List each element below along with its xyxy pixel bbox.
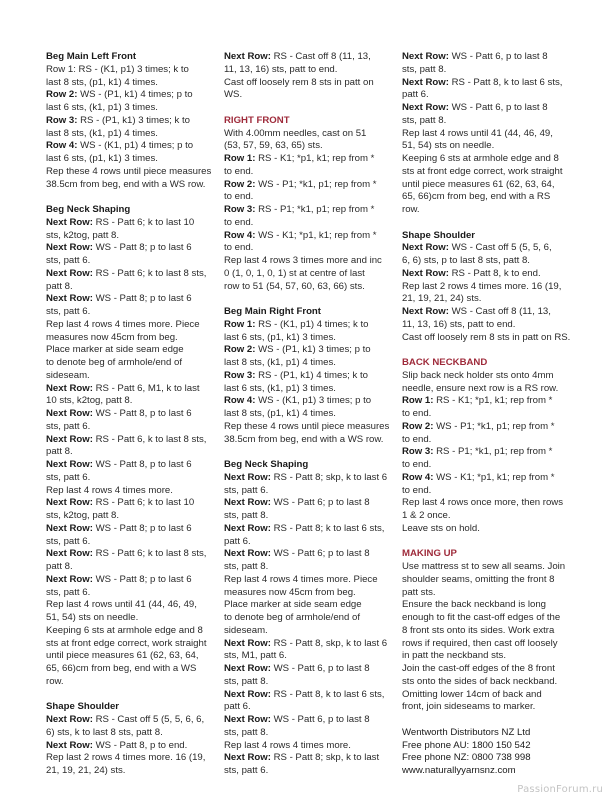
pattern-line: sts, patt 8.: [402, 63, 447, 75]
pattern-line: [46, 140, 216, 153]
column-3: [402, 51, 570, 778]
pattern-line: 51, 54) sts on needle.: [402, 140, 495, 152]
row-instruction: WS - (K1, p1) 4 times; p to: [77, 140, 194, 152]
section-heading: Beg Neck Shaping: [224, 459, 309, 470]
column-1: [46, 51, 216, 778]
row-instruction: RS - Patt 6; k to last 8 sts,: [92, 548, 207, 560]
pattern-line: [402, 306, 570, 319]
row-label: Next Row:: [46, 548, 93, 560]
pattern-line: Keeping 6 sts at armhole edge and 8: [402, 153, 559, 164]
pattern-line: [224, 523, 392, 536]
pattern-line: measures now 45cm from beg.: [46, 331, 178, 343]
pattern-line: needle, ensure next row is a RS row.: [402, 382, 559, 394]
row-instruction: WS - (P1, k1) 4 times; p to: [77, 89, 193, 101]
pattern-line: [46, 574, 216, 587]
pattern-line: sts, patt 8.: [224, 510, 269, 521]
pattern-line: [46, 408, 216, 421]
contact-line: Free phone NZ: 0800 738 998: [402, 752, 531, 764]
row-instruction: WS - Patt 8, p to last 6: [92, 408, 192, 419]
pattern-line: sts at front edge correct, work straight: [402, 165, 563, 177]
column-2: [224, 51, 392, 778]
pattern-line: last 6 sts, (p1, k1) 3 times.: [46, 153, 158, 164]
pattern-line: [224, 204, 392, 217]
row-label: Row 3:: [46, 114, 78, 126]
pattern-line: Rep last 4 rows until 41 (44, 46, 49,: [46, 599, 197, 611]
contact-line: Wentworth Distributors NZ Ltd: [402, 726, 531, 738]
pattern-line: [224, 51, 392, 64]
row-instruction: RS - Patt 8, k to last 6 sts,: [270, 688, 385, 700]
section-heading: Beg Main Right Front: [224, 306, 321, 317]
row-instruction: WS - (K1, p1) 3 times; p to: [255, 395, 372, 407]
row-label: Row 3:: [224, 204, 256, 215]
watermark: PassionForum.ru: [517, 784, 603, 796]
pattern-line: sts, patt 6.: [46, 471, 91, 483]
pattern-line: [46, 217, 216, 230]
pattern-line: sts, patt 6.: [224, 484, 269, 496]
pattern-line: [402, 77, 570, 90]
pattern-line: [224, 663, 392, 676]
pattern-line: [402, 102, 570, 115]
pattern-line: to end.: [402, 433, 432, 445]
pattern-line: Rep last 4 rows 4 times more.: [46, 484, 173, 496]
pattern-line: to end.: [224, 165, 254, 177]
pattern-line: (53, 57, 59, 63, 65) sts.: [224, 140, 323, 152]
pattern-line: With 4.00mm needles, cast on 51: [224, 127, 367, 139]
pattern-line: last 8 sts, (p1, k1) 4 times.: [224, 408, 336, 419]
row-label: Next Row:: [224, 637, 271, 649]
row-label: Row 1:: [224, 153, 256, 164]
spacer: [224, 293, 392, 306]
pattern-line: [402, 242, 570, 255]
row-label: Next Row:: [46, 293, 93, 305]
pattern-line: [46, 459, 216, 472]
row-label: Next Row:: [46, 739, 93, 751]
pattern-line: Omitting lower 14cm of back and: [402, 688, 542, 700]
pattern-line: Rep last 4 rows 4 times more.: [224, 739, 351, 751]
pattern-line: Rep last 4 rows 3 times more and inc: [224, 255, 382, 266]
pattern-line: 11, 13, 16) sts, patt to end.: [224, 63, 338, 75]
row-label: Next Row:: [224, 688, 271, 700]
row-instruction: WS - K1; *p1, k1; rep from *: [255, 229, 377, 241]
spacer: [46, 191, 216, 204]
row-instruction: WS - Patt 6, p to last 8: [448, 102, 548, 113]
pattern-line: [46, 740, 216, 753]
pattern-line: Rep these 4 rows until piece measures: [224, 420, 390, 432]
row-label: Next Row:: [46, 714, 93, 725]
row-instruction: WS - Cast off 8 (11, 13,: [448, 306, 551, 317]
row-label: Next Row:: [224, 752, 271, 764]
pattern-line: [46, 497, 216, 510]
row-instruction: RS - K1; *p1, k1; rep from *: [255, 153, 375, 164]
pattern-line: to end.: [224, 191, 254, 203]
row-label: Row 2:: [224, 178, 256, 190]
pattern-line: to end.: [402, 459, 432, 470]
row-label: Row 4:: [402, 471, 434, 483]
pattern-line: Rep last 2 rows 4 times more. 16 (19,: [402, 280, 562, 292]
row-instruction: WS - (P1, k1) 3 times; p to: [255, 344, 371, 356]
pattern-line: [46, 268, 216, 281]
row-label: Row 4:: [224, 395, 256, 407]
pattern-line: Ensure the back neckband is long: [402, 599, 546, 611]
row-instruction: RS - Patt 6; k to last 10: [92, 497, 195, 509]
pattern-line: [402, 395, 570, 408]
pattern-line: sts onto the sides of back neckband.: [402, 675, 558, 687]
row-label: Next Row:: [46, 497, 93, 509]
row-instruction: RS - Patt 6; k to last 10: [92, 216, 195, 228]
row-label: Next Row:: [224, 51, 271, 62]
row-label: Row 1:: [402, 395, 434, 407]
pattern-line: sts, patt 8.: [224, 726, 269, 738]
row-instruction: WS - Patt 8, p to end.: [92, 739, 188, 751]
section-heading: Beg Main Left Front: [46, 51, 137, 62]
pattern-line: sts, patt 6.: [46, 586, 91, 598]
pattern-line: sts, patt 8.: [402, 114, 447, 126]
pattern-line: Join the cast-off edges of the 8 front: [402, 663, 555, 674]
row-instruction: RS - P1; *k1, p1; rep from *: [433, 446, 553, 458]
pattern-line: [224, 179, 392, 192]
pattern-line: to end.: [402, 408, 432, 419]
pattern-line: Rep last 4 rows 4 times more. Piece: [224, 573, 378, 585]
row-instruction: WS - Patt 6; p to last 8: [270, 548, 370, 560]
row-label: Next Row:: [46, 242, 93, 254]
pattern-line: [46, 115, 216, 128]
pattern-line: Row 1: RS - (K1, p1) 3 times; k to: [46, 63, 189, 75]
pattern-line: 38.5cm from beg, end with a WS row.: [46, 178, 206, 190]
section-title: BACK NECKBAND: [402, 357, 488, 368]
row-label: Next Row:: [46, 408, 93, 419]
row-instruction: RS - (P1, k1) 3 times; k to: [77, 114, 190, 126]
pattern-line: patt 6.: [224, 701, 251, 713]
pattern-line: patt 8.: [46, 280, 73, 292]
pattern-line: [46, 242, 216, 255]
pattern-line: measures now 45cm from beg.: [224, 586, 356, 598]
pattern-line: in patt the neckband sts.: [402, 650, 506, 662]
row-label: Row 2:: [46, 89, 78, 101]
spacer: [224, 446, 392, 459]
pattern-line: last 6 sts, (p1, k1) 3 times.: [224, 331, 336, 343]
pattern-line: [224, 153, 392, 166]
pattern-line: 6, 6) sts, p to last 8 sts, patt 8.: [402, 255, 530, 266]
row-label: Row 3:: [402, 446, 434, 458]
row-label: Next Row:: [46, 459, 93, 470]
contact-line: www.naturallyyarnsnz.com: [402, 765, 516, 776]
row-instruction: RS - Cast off 5 (5, 5, 6, 6,: [92, 714, 205, 725]
pattern-line: Place marker at side seam edge: [46, 344, 184, 356]
row-instruction: WS - Patt 8; p to last 6: [92, 573, 192, 585]
section-title: MAKING UP: [402, 548, 457, 560]
pattern-line: sts, k2tog, patt 8.: [46, 229, 120, 241]
pattern-line: shoulder seams, omitting the front 8: [402, 573, 555, 585]
pattern-line: Cast off loosely rem 8 sts in patt on: [224, 76, 374, 88]
pattern-line: sts, patt 8.: [224, 561, 269, 572]
row-label: Next Row:: [402, 102, 449, 113]
pattern-line: 10 sts, k2tog, patt 8.: [46, 395, 133, 407]
pattern-line: 65, 66)cm from beg, end with a RS: [402, 191, 551, 203]
pattern-line: Cast off loosely rem 8 sts in patt on RS.: [402, 331, 571, 343]
row-label: Row 4:: [46, 140, 78, 152]
pattern-line: front, join sideseams to marker.: [402, 701, 536, 713]
pattern-line: 38.5cm from beg, end with a WS row.: [224, 433, 384, 445]
pattern-line: [46, 714, 216, 727]
pattern-line: [46, 383, 216, 396]
pattern-line: enough to fit the cast-off edges of the: [402, 612, 561, 623]
pattern-line: last 8 sts, (k1, p1) 4 times.: [224, 357, 336, 368]
pattern-line: patt 6.: [224, 535, 251, 547]
row-label: Next Row:: [224, 714, 271, 725]
pattern-line: [224, 395, 392, 408]
pattern-line: last 6 sts, (k1, p1) 3 times.: [46, 102, 158, 113]
row-instruction: RS - Patt 8; skp, k to last 6: [270, 471, 388, 483]
spacer: [402, 536, 570, 549]
pattern-line: [224, 638, 392, 651]
pattern-line: row to 51 (54, 57, 60, 63, 66) sts.: [224, 280, 365, 292]
spacer: [402, 217, 570, 230]
row-label: Next Row:: [402, 51, 449, 62]
pattern-line: [224, 752, 392, 765]
row-label: Next Row:: [402, 76, 449, 88]
row-instruction: RS - (K1, p1) 4 times; k to: [255, 318, 369, 330]
row-label: Next Row:: [224, 522, 271, 534]
pattern-line: until piece measures 61 (62, 63, 64,: [46, 650, 199, 662]
pattern-line: patt 8.: [46, 561, 73, 572]
row-label: Next Row:: [402, 267, 449, 279]
row-instruction: WS - Patt 6; p to last 8: [270, 497, 370, 509]
row-label: Row 4:: [224, 229, 256, 241]
pattern-line: last 8 sts, (k1, p1) 4 times.: [46, 127, 158, 139]
pattern-line: 6) sts, k to last 8 sts, patt 8.: [46, 726, 163, 738]
row-instruction: WS - Patt 8; p to last 6: [92, 522, 192, 534]
row-instruction: RS - Patt 8; k to last 6 sts,: [270, 522, 385, 534]
row-instruction: RS - P1; *k1, p1; rep from *: [255, 204, 375, 215]
row-label: Next Row:: [46, 382, 93, 394]
pattern-line: sts at front edge correct, work straight: [46, 637, 207, 649]
pattern-line: [46, 89, 216, 102]
pattern-line: [402, 472, 570, 485]
row-label: Next Row:: [46, 573, 93, 585]
pattern-line: sts, patt 6.: [46, 255, 91, 266]
pattern-line: sts, M1, patt 6.: [224, 650, 287, 662]
pattern-line: sts, patt 6.: [46, 306, 91, 317]
row-instruction: RS - Patt 6, k to last 8 sts,: [92, 433, 207, 445]
pattern-line: Rep last 4 rows until 41 (44, 46, 49,: [402, 127, 553, 139]
pattern-line: Rep last 4 rows once more, then rows: [402, 497, 564, 509]
pattern-line: row.: [46, 675, 64, 687]
pattern-line: Rep these 4 rows until piece measures: [46, 165, 212, 177]
row-label: Next Row:: [46, 433, 93, 445]
pattern-line: sts, patt 8.: [224, 675, 269, 687]
pattern-line: [46, 548, 216, 561]
spacer: [224, 102, 392, 115]
pattern-line: [402, 51, 570, 64]
row-label: Next Row:: [46, 267, 93, 279]
pattern-line: sts, patt 6.: [46, 420, 91, 432]
row-label: Next Row:: [224, 471, 271, 483]
spacer: [46, 689, 216, 702]
pattern-line: [46, 293, 216, 306]
row-instruction: RS - Patt 8; skp, k to last: [270, 752, 380, 764]
section-heading: Beg Neck Shaping: [46, 204, 131, 215]
pattern-line: until piece measures 61 (62, 63, 64,: [402, 178, 555, 190]
row-label: Next Row:: [402, 306, 449, 317]
pattern-line: rows if required, then cast off loosely: [402, 637, 558, 649]
pattern-line: to end.: [224, 242, 254, 254]
row-label: Next Row:: [46, 522, 93, 534]
pattern-line: to end.: [402, 484, 432, 496]
row-label: Next Row:: [224, 663, 271, 674]
pattern-line: Place marker at side seam edge: [224, 599, 362, 611]
pattern-line: 11, 13, 16) sts, patt to end.: [402, 318, 516, 330]
pattern-line: [224, 714, 392, 727]
pattern-line: patt 6.: [402, 89, 429, 101]
pattern-line: to denote beg of armhole/end of: [224, 612, 361, 623]
row-label: Next Row:: [46, 216, 93, 228]
pattern-line: 8 front sts onto its sides. Work extra: [402, 624, 555, 636]
row-instruction: RS - Patt 8, k to end.: [448, 267, 541, 279]
pattern-line: [224, 472, 392, 485]
pattern-line: Leave sts on hold.: [402, 522, 480, 534]
pattern-line: 21, 19, 21, 24) sts.: [46, 765, 126, 776]
pattern-line: to denote beg of armhole/end of: [46, 357, 183, 368]
pattern-line: [402, 446, 570, 459]
row-instruction: WS - P1; *k1, p1; rep from *: [433, 420, 555, 432]
pattern-line: [224, 319, 392, 332]
pattern-line: patt 8.: [46, 446, 73, 458]
row-label: Next Row:: [224, 497, 271, 509]
pattern-line: sideseam.: [224, 624, 268, 636]
contact-line: Free phone AU: 1800 150 542: [402, 739, 531, 751]
row-label: Row 2:: [402, 420, 434, 432]
row-label: Next Row:: [224, 548, 271, 560]
row-instruction: RS - Cast off 8 (11, 13,: [270, 51, 371, 62]
pattern-line: sts, patt 6.: [46, 535, 91, 547]
row-instruction: RS - Patt 8, k to last 6 sts,: [448, 76, 563, 88]
pattern-line: patt sts.: [402, 586, 436, 598]
row-instruction: RS - Patt 8, skp, k to last 6: [270, 637, 388, 649]
pattern-line: [402, 421, 570, 434]
row-instruction: WS - Patt 8; p to last 6: [92, 293, 192, 305]
pattern-line: Rep last 2 rows 4 times more. 16 (19,: [46, 752, 206, 764]
row-instruction: RS - K1; *p1, k1; rep from *: [433, 395, 553, 407]
pattern-line: [224, 689, 392, 702]
pattern-line: [224, 497, 392, 510]
row-instruction: WS - Patt 8; p to last 6: [92, 242, 192, 254]
pattern-line: [224, 344, 392, 357]
row-instruction: RS - (P1, k1) 4 times; k to: [255, 369, 368, 381]
pattern-line: sideseam.: [46, 369, 90, 381]
section-heading: Shape Shoulder: [46, 701, 120, 713]
pattern-line: 1 & 2 once.: [402, 510, 451, 521]
section-title: RIGHT FRONT: [224, 114, 290, 126]
pattern-line: to end.: [224, 216, 254, 228]
pattern-line: [402, 268, 570, 281]
pattern-line: [224, 370, 392, 383]
pattern-line: 0 (1, 0, 1, 0, 1) st at centre of last: [224, 267, 365, 279]
row-label: Row 3:: [224, 369, 256, 381]
pattern-line: Rep last 4 rows 4 times more. Piece: [46, 318, 200, 330]
pattern-line: Slip back neck holder sts onto 4mm: [402, 369, 554, 381]
pattern-line: [224, 548, 392, 561]
row-label: Row 2:: [224, 344, 256, 356]
row-instruction: WS - K1; *p1, k1; rep from *: [433, 471, 555, 483]
pattern-line: [224, 230, 392, 243]
pattern-line: Use mattress st to sew all seams. Join: [402, 561, 566, 572]
row-instruction: RS - Patt 6, M1, k to last: [92, 382, 200, 394]
row-instruction: WS - Patt 6, p to last 8: [270, 714, 370, 725]
pattern-line: Keeping 6 sts at armhole edge and 8: [46, 624, 203, 636]
row-instruction: RS - Patt 6; k to last 8 sts,: [92, 267, 207, 279]
row-instruction: WS - P1; *k1, p1; rep from *: [255, 178, 377, 190]
pattern-line: [46, 523, 216, 536]
row-instruction: WS - Patt 8, p to last 6: [92, 459, 192, 470]
pattern-line: row.: [402, 204, 420, 215]
pattern-line: 51, 54) sts on needle.: [46, 612, 139, 623]
pattern-line: 65, 66)cm from beg, end with a WS: [46, 663, 197, 674]
pattern-line: last 8 sts, (p1, k1) 4 times.: [46, 76, 158, 88]
row-instruction: WS - Cast off 5 (5, 5, 6,: [448, 242, 552, 254]
row-label: Next Row:: [402, 242, 449, 254]
pattern-line: sts, k2tog, patt 8.: [46, 510, 120, 521]
row-instruction: WS - Patt 6, p to last 8: [270, 663, 370, 674]
section-heading: Shape Shoulder: [402, 229, 476, 241]
pattern-line: [46, 434, 216, 447]
spacer: [402, 344, 570, 357]
row-label: Row 1:: [224, 318, 256, 330]
pattern-line: last 6 sts, (k1, p1) 3 times.: [224, 382, 336, 394]
pattern-line: WS.: [224, 89, 243, 101]
spacer: [402, 714, 570, 727]
pattern-line: 21, 19, 21, 24) sts.: [402, 293, 482, 305]
row-instruction: WS - Patt 6, p to last 8: [448, 51, 548, 62]
pattern-line: sts, patt 6.: [224, 765, 269, 776]
